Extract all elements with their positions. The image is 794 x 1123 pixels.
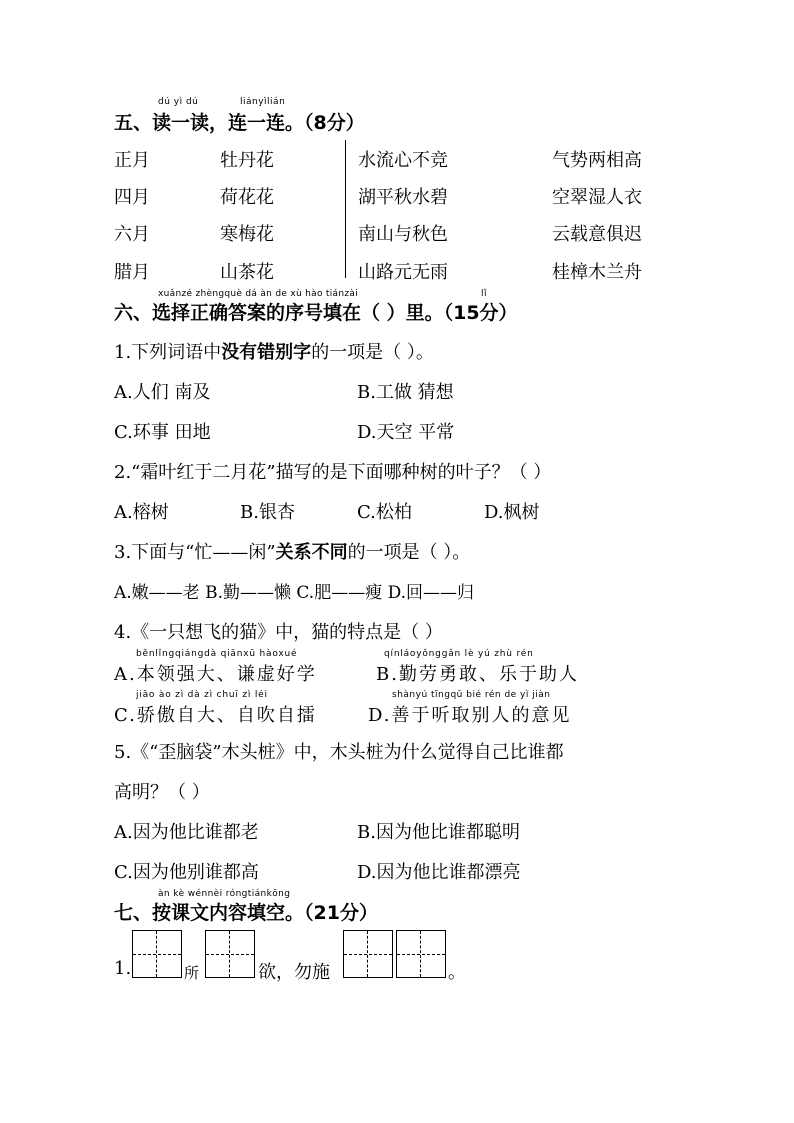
poem-right-1: 气势两相高	[552, 150, 642, 171]
section7-heading: 七、按课文内容填空。（21分）	[114, 902, 378, 924]
month-2: 四月	[114, 187, 150, 208]
q1-stem-bold: 没有错别字	[221, 342, 312, 363]
tianzige-box-1[interactable]	[132, 930, 182, 978]
poem-right-2: 空翠湿人衣	[552, 187, 642, 208]
q2-option-b: B.银杏	[240, 502, 295, 523]
q4-option-d-pinyin: shànyú tīngqǔ bié rén de yì jiàn	[392, 690, 551, 700]
q1-stem	[114, 338, 434, 364]
q1-option-d: D.天空 平常	[357, 422, 455, 443]
q3-stem-pre: 3.下面与“忙——闲”	[114, 542, 276, 563]
section5-pinyin-lianyilian: liányìlián	[240, 97, 286, 107]
flower-3: 寒梅花	[220, 224, 274, 245]
tianzige-box-2[interactable]	[205, 930, 255, 978]
q2-option-d: D.枫树	[484, 502, 540, 523]
q7-1-mid1: 所	[184, 964, 200, 982]
month-3: 六月	[114, 224, 150, 245]
q5-option-c: C.因为他别谁都高	[114, 862, 259, 883]
q2-stem: 2.“霜叶红于二月花”描写的是下面哪种树的叶子？（ ）	[114, 462, 552, 483]
tianzige-box-3[interactable]	[343, 930, 393, 978]
q3-options: A.嫩——老 B.勤——懒 C.肥——瘦 D.回——归	[114, 583, 475, 603]
section5-heading: 五、读一读，连一连。（8分）	[114, 112, 365, 134]
q5-option-a: A.因为他比谁都老	[114, 822, 259, 843]
q4-option-b-pinyin: qínláoyǒnggǎn lè yú zhù rén	[384, 649, 534, 659]
q4-option-a-pinyin: běnlǐngqiángdà qiānxū hàoxué	[136, 649, 298, 659]
month-1: 正月	[114, 150, 150, 171]
section6-pinyin: xuǎnzé zhèngquè dá àn de xù hào tiánzài	[158, 289, 359, 299]
q4-option-a: A.本领强大、谦虚好学	[114, 664, 317, 685]
q4-option-d: D.善于听取别人的意见	[368, 705, 572, 726]
q1-option-a: A.人们 南及	[114, 382, 211, 403]
q4-stem: 4.《一只想飞的猫》中，猫的特点是（ ）	[114, 622, 443, 643]
month-4: 腊月	[114, 262, 150, 283]
q7-1-mid2: 欲，勿施	[258, 962, 330, 983]
q7-1-prefix: 1.	[114, 958, 132, 979]
q2-option-a: A.榕树	[114, 502, 169, 523]
poem-left-1: 水流心不竞	[358, 150, 448, 171]
q3-stem	[114, 538, 470, 564]
q2-option-c: C.松柏	[357, 502, 412, 523]
q4-option-c-pinyin: jiāo ào zì dà zì chuī zì léi	[136, 690, 268, 700]
poem-right-3: 云载意俱迟	[552, 224, 642, 245]
q1-option-c: C.环事 田地	[114, 422, 211, 443]
column-divider	[345, 140, 346, 278]
q4-option-c: C.骄傲自大、自吹自擂	[114, 705, 317, 726]
tianzige-box-4[interactable]	[396, 930, 446, 978]
flower-4: 山茶花	[220, 262, 274, 283]
poem-left-4: 山路元无雨	[358, 262, 448, 283]
q1-stem-post: 的一项是（ ）。	[311, 342, 434, 363]
q3-stem-post: 的一项是（ ）。	[347, 542, 471, 563]
section6-heading: 六、选择正确答案的序号填在（ ）里。（15分）	[114, 302, 518, 324]
q5-option-d: D.因为他比谁都漂亮	[357, 862, 521, 883]
section5-pinyin-duyidu: dú yì dú	[158, 97, 199, 107]
q5-stem-line1: 5.《“歪脑袋”木头桩》中，木头桩为什么觉得自己比谁都	[114, 742, 564, 763]
q4-option-b: B.勤劳勇敢、乐于助人	[376, 664, 579, 685]
poem-left-2: 湖平秋水碧	[358, 187, 448, 208]
q1-option-b: B.工做 猜想	[357, 382, 454, 403]
flower-1: 牡丹花	[220, 150, 274, 171]
poem-left-3: 南山与秋色	[358, 224, 448, 245]
q5-stem-line2: 高明？（ ）	[114, 782, 210, 803]
q7-1-end: 。	[448, 962, 466, 983]
q5-option-b: B.因为他比谁都聪明	[357, 822, 520, 843]
poem-right-4: 桂樟木兰舟	[552, 262, 642, 283]
flower-2: 荷花花	[220, 187, 274, 208]
q3-stem-bold: 关系不同	[275, 542, 348, 563]
section7-pinyin: àn kè wénnèi róngtiánkōng	[158, 889, 291, 899]
section6-pinyin-li: lǐ	[481, 289, 488, 299]
q1-stem-pre: 1.下列词语中	[114, 342, 222, 363]
